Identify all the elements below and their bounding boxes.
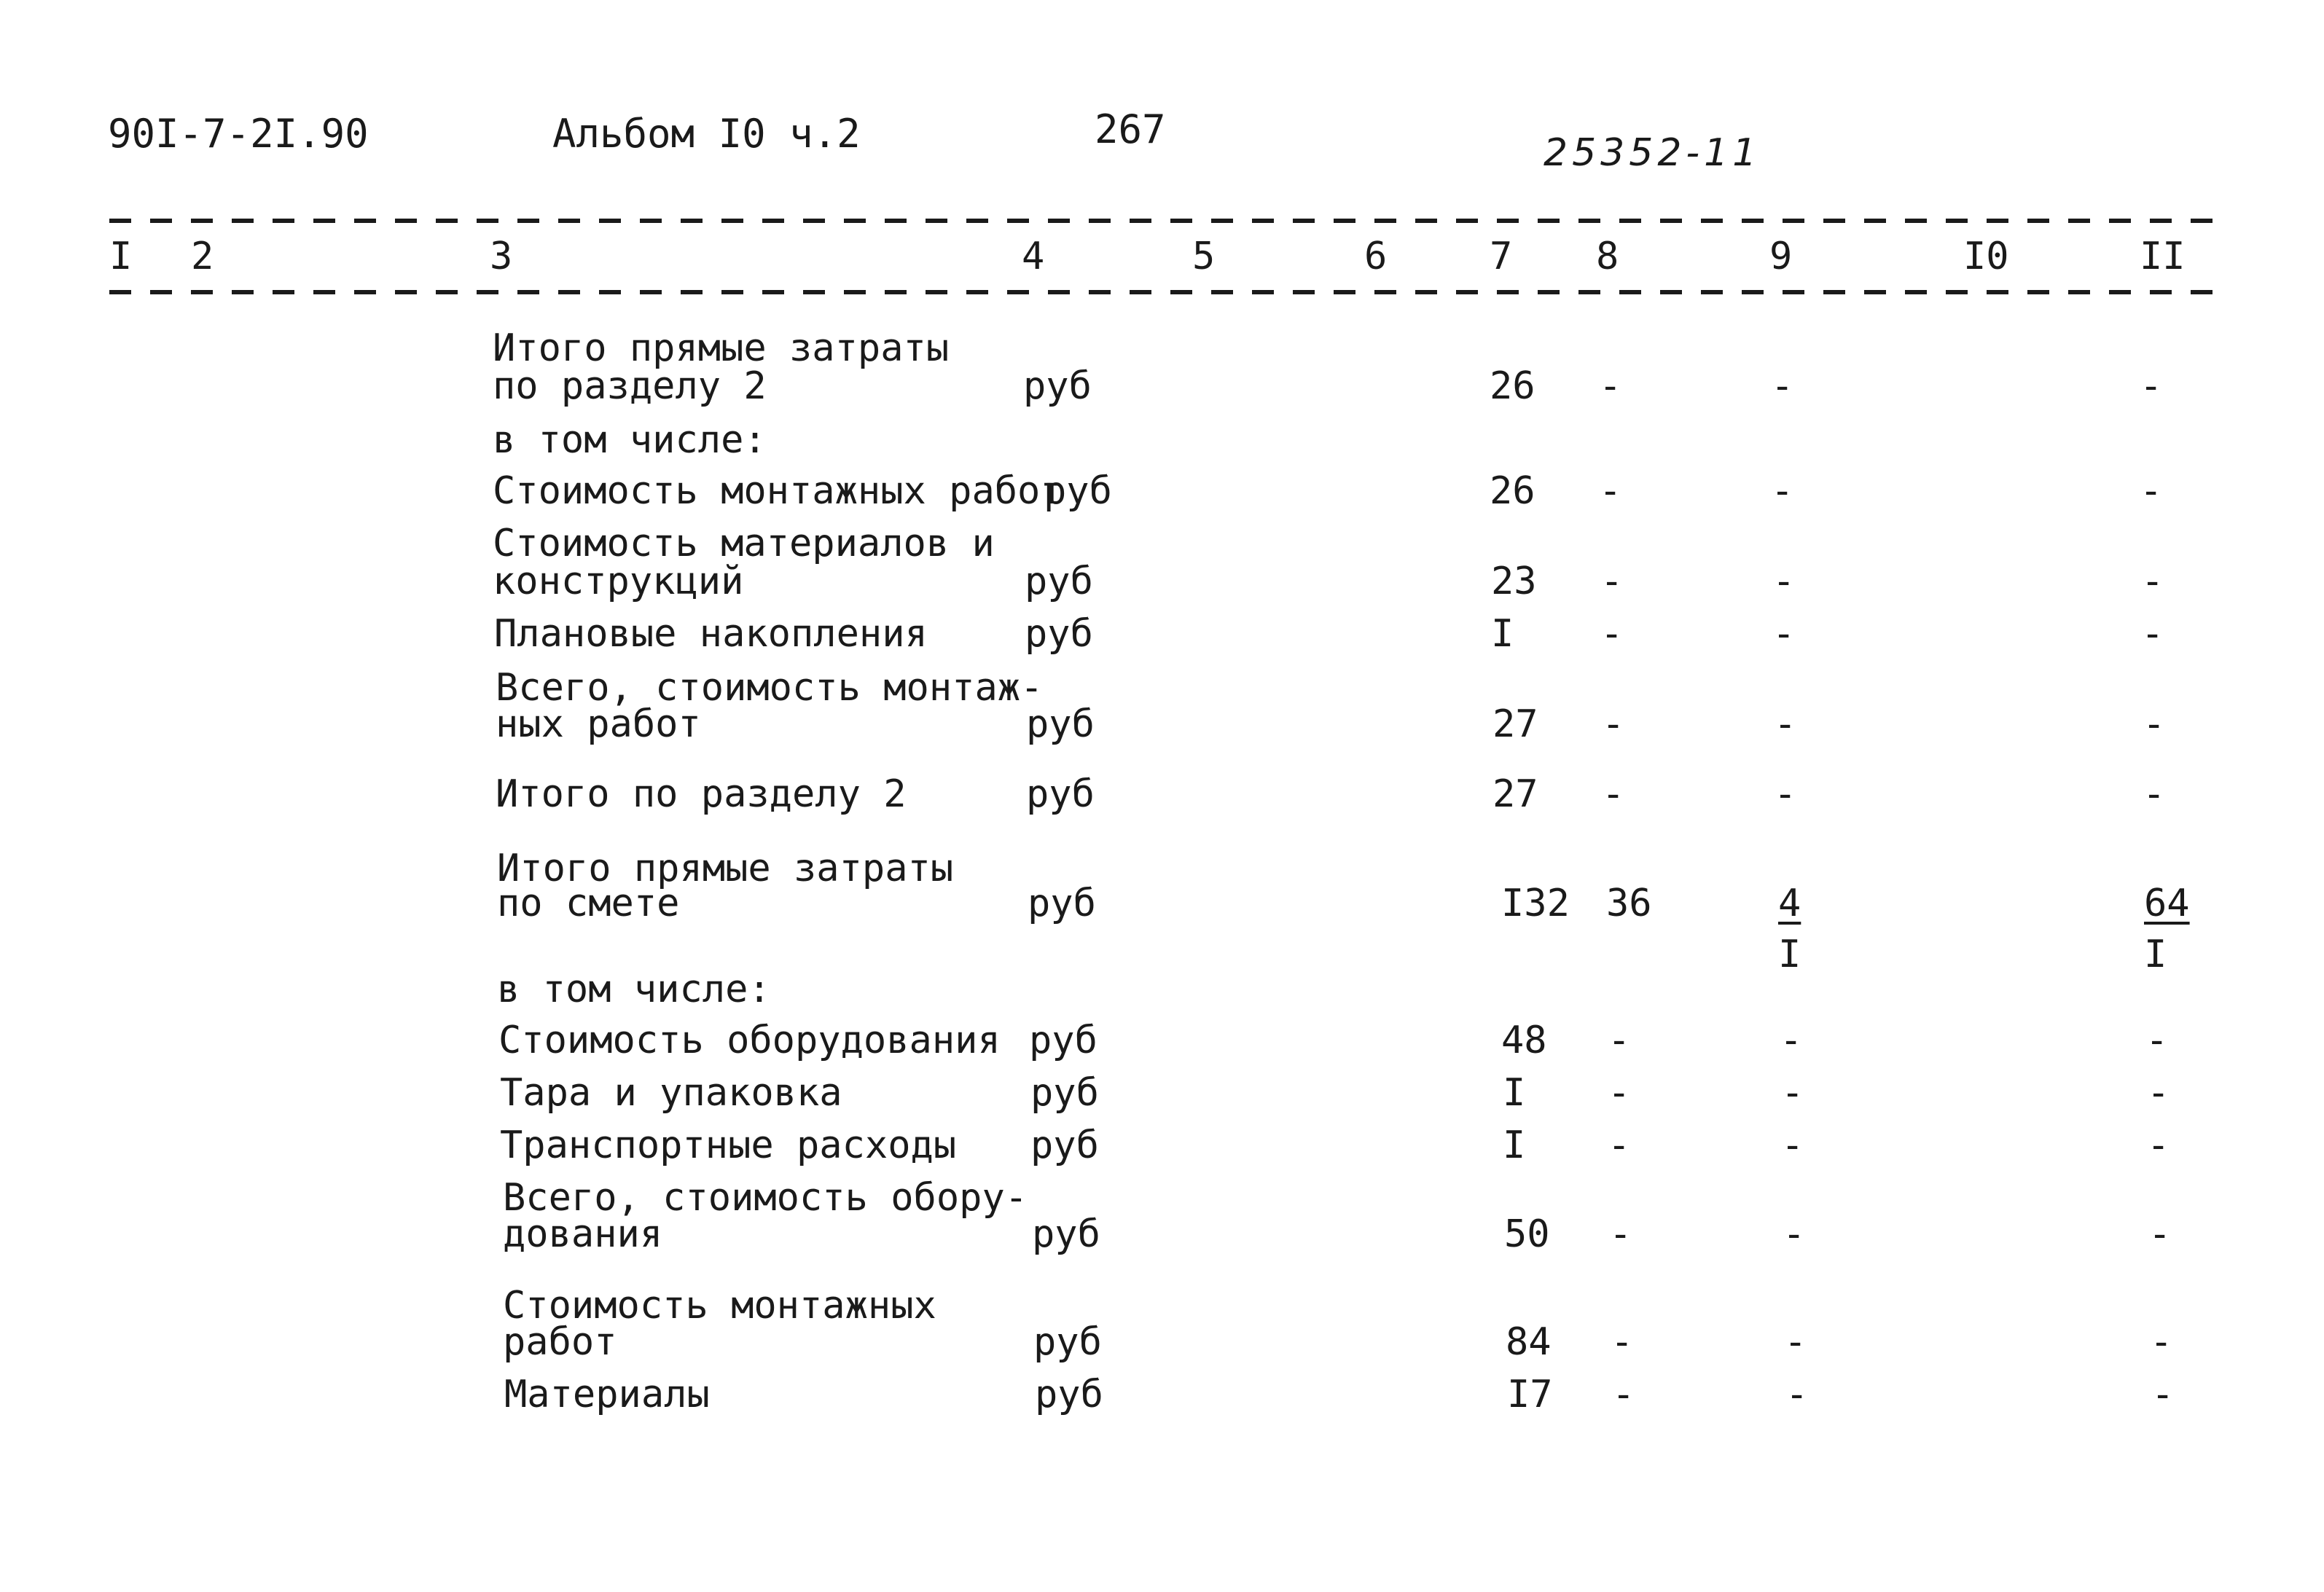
row-label: Всего, стоимость обору- [503,1176,1028,1220]
row-value-col9: 4 [1778,882,1801,925]
row-unit: руб [1032,1212,1100,1256]
row-unit: руб [1029,1019,1098,1062]
row-value-col11: - [2140,469,2163,513]
row-unit: руб [1026,772,1095,816]
row-label: Стоимость монтажных работ [493,469,1063,513]
row-value-col7: 26 [1490,469,1535,513]
row-unit: руб [1025,612,1093,656]
row-label-continued: конструкций [493,560,744,603]
row-value-col7: I7 [1507,1373,1553,1416]
row-value-col8: - [1609,1212,1632,1256]
row-value-col11: - [2143,702,2166,746]
page-number: 267 [1095,106,1166,152]
row-value-col9: - [1783,1212,1806,1256]
column-header-6: 6 [1364,235,1388,278]
row-unit: руб [1033,1320,1102,1364]
row-value-col9: - [1772,612,1796,656]
row-value-col8: - [1608,1124,1631,1167]
column-header-9: 9 [1769,235,1793,278]
row-value-col7: 27 [1492,702,1538,746]
row-label: Стоимость оборудования [498,1019,1001,1062]
row-value-col8: - [1599,469,1622,513]
row-value-col7: I32 [1501,882,1570,925]
row-label-continued: ных работ [496,702,701,746]
album-label: Альбом I0 ч.2 [552,111,861,157]
row-label: Тара и упаковка [500,1071,842,1115]
row-label-continued: дования [503,1212,663,1256]
row-label: Стоимость монтажных [503,1284,936,1328]
row-unit: руб [1025,560,1093,603]
row-value-col8: - [1602,702,1625,746]
row-value-col7: 23 [1491,560,1537,603]
row-value-col7: 27 [1492,772,1538,816]
row-value-col11-secondary: I [2144,933,2167,976]
row-value-col8: - [1602,772,1625,816]
row-value-col8: - [1608,1019,1631,1062]
row-label: Плановые накопления [494,612,928,656]
row-value-col7: I [1503,1124,1526,1167]
row-value-col11: - [2141,612,2164,656]
row-value-col9: - [1774,772,1797,816]
row-value-col8: - [1611,1320,1634,1364]
row-value-col7: 84 [1506,1320,1552,1364]
row-value-col9: - [1771,364,1794,408]
row-value-col7: I [1491,612,1514,656]
row-value-col11: - [2147,1124,2170,1167]
row-value-col9: - [1780,1019,1803,1062]
column-header-4: 4 [1022,235,1045,278]
row-label: Стоимость материалов и [493,522,995,565]
column-header-7: 7 [1490,235,1513,278]
row-value-col7: 50 [1504,1212,1550,1256]
column-header-2: 2 [191,235,214,278]
row-value-col11: - [2143,772,2166,816]
row-label: в том числе: [497,968,771,1011]
row-value-col8: 36 [1606,882,1652,925]
row-value-col9: - [1785,1373,1809,1416]
row-label-continued: по разделу 2 [493,364,767,408]
row-value-col11: - [2141,560,2164,603]
row-unit: руб [1023,364,1092,408]
row-value-col11: - [2147,1071,2170,1115]
row-unit: руб [1030,1124,1099,1167]
row-value-col9: - [1781,1071,1804,1115]
row-unit: руб [1028,882,1096,925]
document-code: 90I-7-2I.90 [108,111,369,157]
row-label: Транспортные расходы [500,1124,957,1167]
row-value-col9: - [1784,1320,1807,1364]
row-unit: руб [1026,702,1095,746]
row-value-col11: - [2151,1373,2175,1416]
row-label: Итого прямые затраты [493,326,950,370]
column-header-3: 3 [490,235,513,278]
column-header-8: 8 [1596,235,1619,278]
column-header-10: I0 [1963,235,2009,278]
row-value-col8: - [1599,364,1622,408]
row-value-col11: - [2140,364,2163,408]
row-label: Материалы [504,1373,710,1416]
row-unit: руб [1030,1071,1099,1115]
row-value-col9: - [1781,1124,1804,1167]
row-unit: руб [1044,469,1112,513]
row-value-col9: - [1771,469,1794,513]
row-value-col7: I [1503,1071,1526,1115]
handwritten-reference: 25352-11 [1544,131,1761,175]
row-label: Итого по разделу 2 [496,772,907,816]
row-value-col11: - [2148,1212,2172,1256]
row-value-col9-secondary: I [1778,933,1801,976]
row-value-col8: - [1612,1373,1635,1416]
header-bottom-rule [109,290,2226,294]
row-value-col11: - [2145,1019,2169,1062]
row-value-col9: - [1774,702,1797,746]
row-value-col9: - [1772,560,1796,603]
row-value-col8: - [1600,612,1624,656]
row-value-col11: 64 [2144,882,2190,925]
row-value-col7: 26 [1490,364,1535,408]
row-label: Всего, стоимость монтаж- [496,666,1044,710]
row-value-col8: - [1600,560,1624,603]
row-label: в том числе: [493,418,767,462]
header-top-rule [109,219,2226,223]
column-header-5: 5 [1192,235,1216,278]
row-value-col7: 48 [1501,1019,1547,1062]
row-value-col11: - [2150,1320,2173,1364]
row-unit: руб [1035,1373,1103,1416]
row-label-continued: работ [503,1320,617,1364]
row-label: Итого прямые затраты [497,847,954,890]
column-header-11: II [2140,235,2186,278]
row-value-col8: - [1608,1071,1631,1115]
column-header-1: I [109,235,133,278]
row-label-continued: по смете [497,882,680,925]
